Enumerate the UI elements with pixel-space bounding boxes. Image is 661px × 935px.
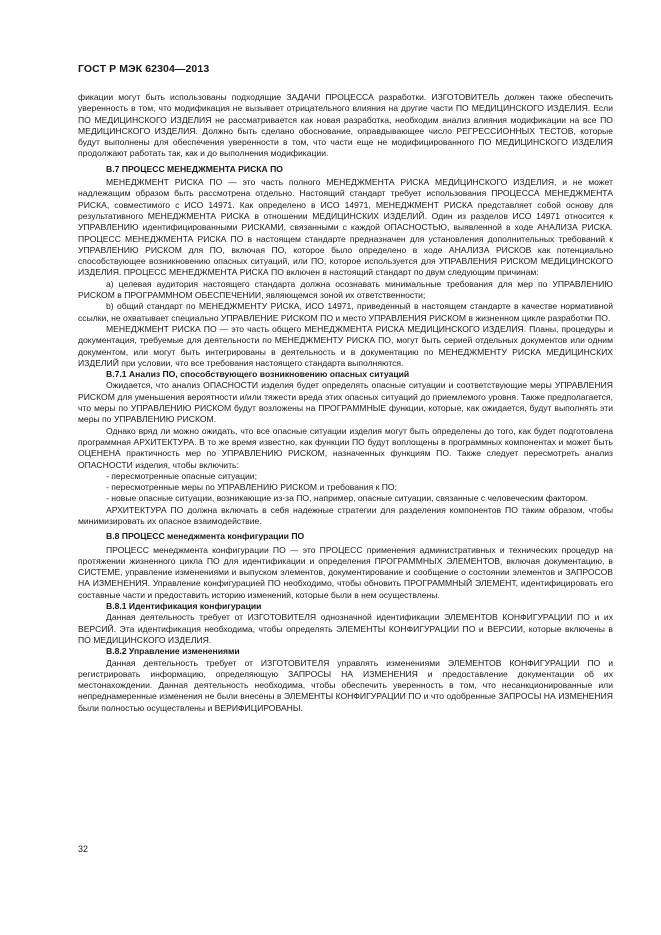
paragraph-b82-1: Данная деятельность требует от ИЗГОТОВИТЕЛЯ управлять изменениями ЭЛЕМЕНТОВ КОНФИГУРАЦИИ ПО и регистрировать информацию, определяющую ЗАПРОСЫ НА ИЗМЕНЕНИЯ и предоставление документации об их местонахождении. Данная деятельность необходима, чтобы обеспечить уверенность в том, что несанкционированные или непреднамеренные изменения не были внесены в ЭЛЕМЕНТЫ КОНФИГУРАЦИИ ПО и что одобренные ЗАПРОСЫ НА ИЗМЕНЕНИЯ были полностью осуществлены и ВЕРИФИЦИРОВАНЫ. — [78, 657, 613, 713]
list-item-b7-a: а) целевая аудитория настоящего стандарта должна осознавать минимальные требования для мер по УПРАВЛЕНИЮ РИСКОМ в ПРОГРАММНОМ ОБЕСПЕЧЕНИИ, являющемся зоной их ответственности; — [78, 278, 613, 301]
paragraph-b81-1: Данная деятельность требует от ИЗГОТОВИТЕЛЯ однозначной идентификации ЭЛЕМЕНТОВ КОНФИГУРАЦИИ ПО и их ВЕРСИЙ. Эта идентификация необходима, чтобы определять ЭЛЕМЕНТЫ КОНФИГУРАЦИИ ПО и ВЕРСИИ, которые включены в ПО МЕДИЦИНСКОГО ИЗДЕЛИЯ. — [78, 612, 613, 645]
subsection-heading-b81: В.8.1 Идентификация конфигурации — [106, 601, 262, 612]
dash-item-b71-2: - пересмотренные меры по УПРАВЛЕНИЮ РИСКОМ и требования к ПО; — [106, 482, 397, 493]
paragraph-intro: фикации могут быть использованы подходящие ЗАДАЧИ ПРОЦЕССА разработки. ИЗГОТОВИТЕЛЬ должен также обеспечить уверенность в том, что модификация не вызывает отрицательного влияния на другие части ПО МЕДИЦИНСКОГО ИЗДЕЛИЯ. Если ПО МЕДИЦИНСКОГО ИЗДЕЛИЯ не рассматривается как новая разработка, необходим анализ влияния модификации на все ПО МЕДИЦИНСКОГО ИЗДЕЛИЯ. Должно быть сделано обоснование, оправдывающее число РЕГРЕССИОННЫХ ТЕСТОВ, которые будут выполнены для обеспечения уверенности в том, что части еще не модифицированного ПО МЕДИЦИНСКОГО ИЗДЕЛИЯ продолжают работать так, как и до выполнения модификации. — [78, 92, 613, 159]
paragraph-b71-1: Ожидается, что анализ ОПАСНОСТИ изделия будет определять опасные ситуации и соответствующие меры УПРАВЛЕНИЯ РИСКОМ для уменьшения вероятности и/или тяжести вреда этих опасных ситуаций до приемлемого уровня. Также предполагается, что меры по УПРАВЛЕНИЮ РИСКОМ будут возложены на ПРОГРАММНЫЕ функции, которые, как ожидается, будут выполнять эти меры по УПРАВЛЕНИЮ РИСКОМ. — [78, 380, 613, 425]
paragraph-b7-2: МЕНЕДЖМЕНТ РИСКА ПО — это часть общего МЕНЕДЖМЕНТА РИСКА МЕДИЦИНСКОГО ИЗДЕЛИЯ. Планы, процедуры и документация, требуемые для деятельности по МЕНЕДЖМЕНТУ РИСКА ПО, могут быть серией отдельных документов или одним документом, или могут быть интегрированы в деятельность и в документацию по МЕНЕДЖМЕНТУ РИСКА МЕДИЦИНСКИХ ИЗДЕЛИЙ при условии, что все требования настоящего стандарта выполняются. — [78, 323, 613, 368]
document-body — [78, 92, 613, 714]
paragraph-b8-1: ПРОЦЕСС менеджмента конфигурации ПО — это ПРОЦЕСС применения административных и технических процедур на протяжении жизненного цикла ПО для идентификации и определения ПРОГРАММНЫХ ЭЛЕМЕНТОВ, включая документацию, в СИСТЕМЕ, управление изменениями и выпуском элементов, документирование и сообщение о состоянии элементов и ЗАПРОСОВ НА ИЗМЕНЕНИЯ. Управление конфигурацией ПО необходимо, чтобы обновить ПРОГРАММНЫЙ ЭЛЕМЕНТ, идентифицировать его составные части и предоставить историю изменений, которые были в нем осуществлены. — [78, 544, 613, 600]
dash-item-b71-3: - новые опасные ситуации, возникающие из-за ПО, например, опасные ситуации, связанные с человеческим фактором. — [106, 493, 588, 504]
paragraph-b71-3: АРХИТЕКТУРА ПО должна включать в себя надежные стратегии для разделения компонентов ПО таким образом, чтобы минимизировать их опасное взаимодействие. — [78, 504, 613, 526]
page-number: 32 — [78, 844, 89, 854]
document-header-title: ГОСТ Р МЭК 62304—2013 — [78, 63, 210, 75]
subsection-heading-b71: В.7.1 Анализ ПО, способствующего возникновению опасных ситуаций — [106, 369, 410, 380]
subsection-heading-b82: В.8.2 Управление изменениями — [106, 646, 240, 657]
paragraph-b71-2: Однако вряд ли можно ожидать, что все опасные ситуации изделия могут быть определены до того, как будет подготовлена программная АРХИТЕКТУРА. В то же время известно, как функции ПО будут воплощены в программных компонентах и может быть ОЦЕНЕНА практичность мер по УПРАВЛЕНИЮ РИСКОМ, назначенных функциям ПО. Также следует пересмотреть анализ ОПАСНОСТИ изделия, чтобы включить: — [78, 425, 613, 470]
dash-item-b71-1: - пересмотренные опасные ситуации; — [106, 470, 257, 481]
list-item-b7-b: b) общий стандарт по МЕНЕДЖМЕНТУ РИСКА, ИСО 14971, приведенный в настоящем стандарте в качестве нормативной ссылки, не охватывает специально УПРАВЛЕНИЕ РИСКОМ ПО и место УПРАВЛЕНИЯ РИСКОМ в жизненном цикле разработки ПО. — [78, 301, 613, 323]
section-heading-b7: В.7 ПРОЦЕСС МЕНЕДЖМЕНТА РИСКА ПО — [106, 163, 283, 174]
paragraph-b7-1: МЕНЕДЖМЕНТ РИСКА ПО — это часть полного МЕНЕДЖМЕНТА РИСКА МЕДИЦИНСКОГО ИЗДЕЛИЯ, и не может надлежащим образом быть рассмотрена отдельно. Настоящий стандарт требует использования ПРОЦЕССА МЕНЕДЖМЕНТА РИСКА, совместимого с ИСО 14971. Как определено в ИСО 14971, МЕНЕДЖМЕНТ РИСКА представляет собой основу для результативного МЕНЕДЖМЕНТА РИСКА в отношении МЕДИЦИНСКИХ ИЗДЕЛИЙ. Один из разделов ИСО 14971 относится к УПРАВЛЕНИЮ идентифицированными РИСКАМИ, связанными с каждой ОПАСНОСТЬЮ, выявленной в ходе АНАЛИЗА РИСКА. ПРОЦЕСС МЕНЕДЖМЕНТА РИСКА ПО в настоящем стандарте предназначен для установления дополнительных требований к УПРАВЛЕНИЮ РИСКОМ для ПО, включая ПО, которое было определено в ходе АНАЛИЗА РИСКОВ как потенциально способствующее возникновению опасных ситуаций, или ПО, которое используется для УПРАВЛЕНИЯ РИСКОМ МЕДИЦИНСКОГО ИЗДЕЛИЯ. ПРОЦЕСС МЕНЕДЖМЕНТА РИСКА ПО включен в настоящий стандарт по двум следующим причинам: — [78, 177, 613, 278]
section-heading-b8: В.8 ПРОЦЕСС менеджмента конфигурации ПО — [106, 531, 305, 542]
